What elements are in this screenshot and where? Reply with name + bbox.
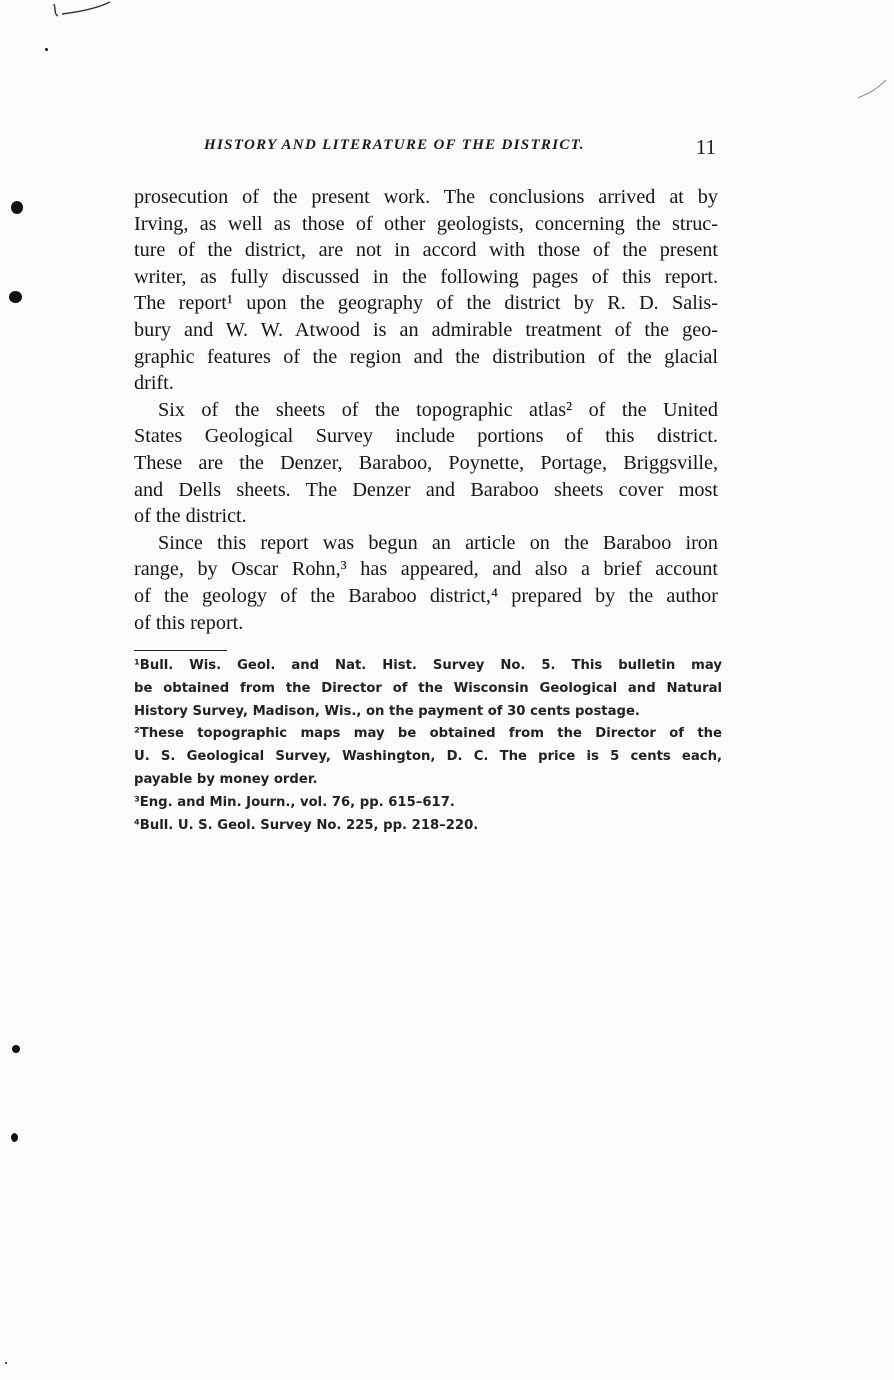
body-text <box>134 184 718 636</box>
text-line: of the district. <box>134 505 247 528</box>
pen-stroke-mark <box>48 0 168 30</box>
text-line: The report¹ upon the geography of the district by R. D. Salis- <box>134 292 718 315</box>
footnote-line: ²These topographic maps may be obtained from the Director of the <box>134 726 722 742</box>
text-line: bury and W. W. Atwood is an admirable treatment of the geo- <box>134 318 718 341</box>
text-line: writer, as fully discussed in the following pages of this report. <box>134 265 718 288</box>
binding-hole-mark <box>11 1133 18 1142</box>
margin-scribble <box>856 72 894 102</box>
footnote-rule <box>134 650 227 651</box>
running-head <box>134 137 718 163</box>
footnote-line: ⁴Bull. U. S. Geol. Survey No. 225, pp. 218–220. <box>134 817 479 833</box>
text-line: prosecution of the present work. The conclusions arrived at by <box>134 186 718 208</box>
text-line: Irving, as well as those of other geologists, concerning the struc- <box>134 212 718 235</box>
dust-speck <box>5 1362 7 1364</box>
text-line: and Dells sheets. The Denzer and Baraboo sheets cover most <box>134 478 718 501</box>
footnote-line: U. S. Geological Survey, Washington, D. C. The price is 5 cents each, <box>134 749 722 765</box>
binding-hole-mark <box>12 1045 20 1053</box>
footnote-2 <box>134 723 722 791</box>
footnote-4 <box>134 815 722 838</box>
text-line: drift. <box>134 372 174 395</box>
text-line: States Geological Survey include portions of this district. <box>134 425 718 448</box>
text-line: range, by Oscar Rohn,³ has appeared, and also a brief account <box>134 558 718 581</box>
text-line: Since this report was begun an article on the Baraboo iron <box>158 531 718 554</box>
footnote-line: History Survey, Madison, Wis., on the payment of 30 cents postage. <box>134 703 640 719</box>
paragraph-1 <box>134 184 718 397</box>
footnote-line: payable by money order. <box>134 771 318 787</box>
text-line: graphic features of the region and the distribution of the glacial <box>134 345 718 368</box>
binding-hole-mark <box>9 291 22 303</box>
running-title: HISTORY AND LITERATURE OF THE DISTRICT. <box>204 137 585 153</box>
paragraph-2 <box>134 397 718 530</box>
paragraph-3 <box>134 530 718 636</box>
footnote-line: be obtained from the Director of the Wisconsin Geological and Natural <box>134 680 722 696</box>
text-line: of the geology of the Baraboo district,⁴ prepared by the author <box>134 584 718 607</box>
footnote-line: ¹Bull. Wis. Geol. and Nat. Hist. Survey No. 5. This bulletin may <box>134 658 722 673</box>
binding-hole-mark <box>11 201 23 214</box>
text-line: of this report. <box>134 611 244 634</box>
page-number: 11 <box>695 135 716 159</box>
footnote-1 <box>134 655 722 723</box>
footnote-3 <box>134 792 722 815</box>
footnote-line: ³Eng. and Min. Journ., vol. 76, pp. 615–617. <box>134 794 455 810</box>
dust-speck <box>45 48 48 51</box>
footnotes <box>134 655 722 837</box>
text-line: These are the Denzer, Baraboo, Poynette, Portage, Briggsville, <box>134 451 718 474</box>
text-line: Six of the sheets of the topographic atlas² of the United <box>158 398 718 421</box>
text-line: ture of the district, are not in accord with those of the present <box>134 239 718 262</box>
